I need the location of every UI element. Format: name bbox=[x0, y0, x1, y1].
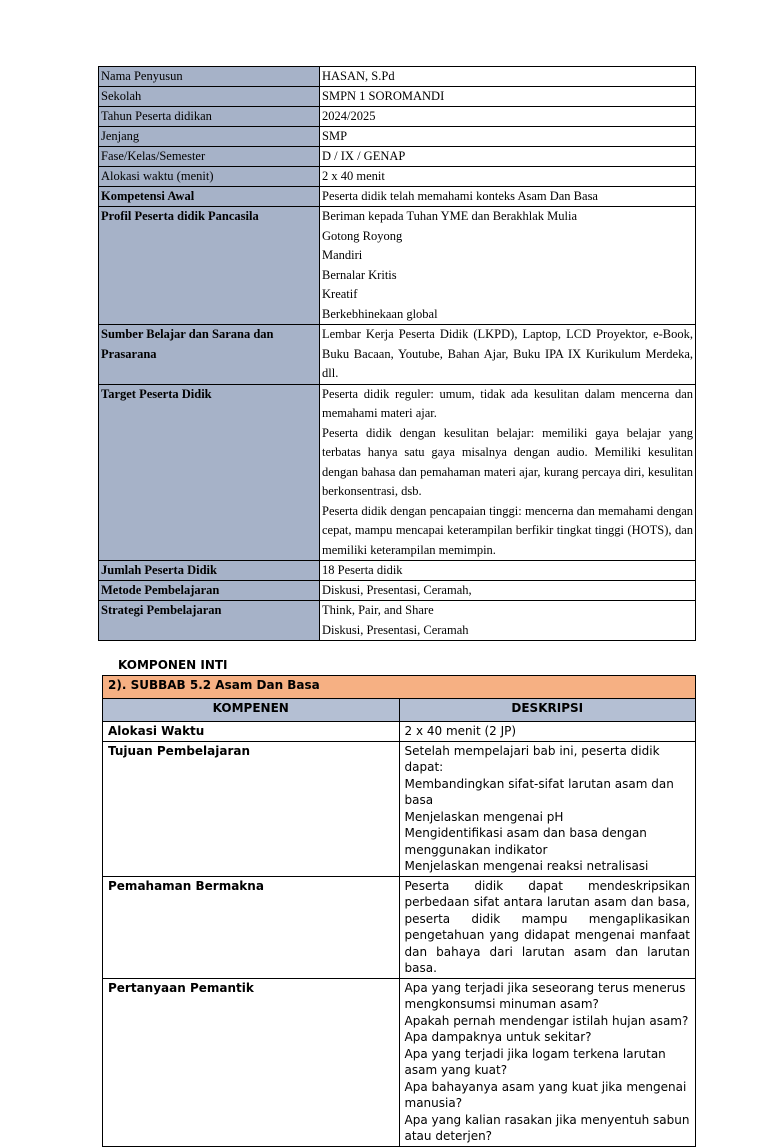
list-item: Think, Pair, and Share bbox=[322, 603, 434, 617]
row-label: Alokasi waktu (menit) bbox=[99, 167, 320, 187]
row-label: Pemahaman Bermakna bbox=[103, 876, 400, 978]
row-label: Target Peserta Didik bbox=[99, 384, 320, 561]
list-item: Mandiri bbox=[322, 248, 363, 262]
row-label: Pertanyaan Pemantik bbox=[103, 978, 400, 1146]
subbab-title: 2). SUBBAB 5.2 Asam Dan Basa bbox=[103, 676, 696, 699]
metode-row bbox=[99, 581, 696, 601]
row-value: 2 x 40 menit (2 JP) bbox=[399, 722, 696, 742]
sumber-row bbox=[99, 325, 696, 385]
table-row bbox=[99, 87, 696, 107]
row-label: Fase/Kelas/Semester bbox=[99, 147, 320, 167]
table-row bbox=[99, 127, 696, 147]
list-item: Membandingkan sifat-sifat larutan asam dan basa bbox=[404, 776, 674, 807]
target-row bbox=[99, 384, 696, 561]
list-item: Apa bahayanya asam yang kuat jika mengenai manusia? bbox=[404, 1079, 687, 1110]
list-item: Gotong Royong bbox=[322, 228, 403, 243]
row-label: Strategi Pembelajaran bbox=[99, 601, 320, 641]
row-value: Peserta didik telah memahami konteks Asam Dan Basa bbox=[320, 187, 696, 207]
row-value: 2024/2025 bbox=[320, 107, 696, 127]
paragraph: Peserta didik reguler: umum, tidak ada kesulitan dalam mencerna dan memahami materi ajar. bbox=[322, 386, 693, 420]
strategi-row bbox=[99, 601, 696, 641]
header-row bbox=[103, 699, 696, 722]
pertanyaan-row bbox=[103, 978, 696, 1146]
paragraph: Peserta didik dengan kesulitan belajar: memiliki gaya belajar yang terbatas hanya satu gaya misalnya dengan audio. Memiliki kesulitan dengan bahasa dan pemahaman materi ajar, kurang percaya diri, kesulitan berkonsentrasi, dsb. bbox=[322, 425, 693, 498]
row-label: Metode Pembelajaran bbox=[99, 581, 320, 601]
column-header-komponen: KOMPENEN bbox=[103, 699, 400, 722]
row-value: Lembar Kerja Peserta Didik (LKPD), Laptop, LCD Proyektor, e-Book, Buku Bacaan, Youtube, Bahan Ajar, Buku IPA IX Kurikulum Merdeka, dll. bbox=[320, 325, 696, 385]
pertanyaan-list bbox=[399, 978, 696, 1146]
row-label: Tahun Peserta didikan bbox=[99, 107, 320, 127]
list-item: Diskusi, Presentasi, Ceramah bbox=[322, 622, 469, 637]
target-paragraphs bbox=[320, 384, 696, 561]
list-item: Berkebhinekaan global bbox=[322, 306, 438, 321]
list-item: Apa yang terjadi jika seseorang terus menerus mengkonsumsi minuman asam? bbox=[404, 980, 686, 1011]
pemahaman-row bbox=[103, 876, 696, 978]
row-label: Kompetensi Awal bbox=[99, 187, 320, 207]
table-row bbox=[99, 147, 696, 167]
subbab-title-row bbox=[103, 676, 696, 699]
row-value: D / IX / GENAP bbox=[320, 147, 696, 167]
paragraph: Peserta didik dengan pencapaian tinggi: mencerna dan memahami dengan cepat, mampu mencapai keterampilan berfikir tingkat tinggi (HOTS), dan memiliki keterampilan memimpin. bbox=[322, 503, 693, 557]
table-row bbox=[99, 167, 696, 187]
list-item: Menjelaskan mengenai pH bbox=[404, 809, 564, 824]
row-value: 2 x 40 menit bbox=[320, 167, 696, 187]
list-item: Bernalar Kritis bbox=[322, 267, 397, 282]
tujuan-row bbox=[103, 741, 696, 876]
alokasi-row bbox=[103, 722, 696, 742]
strategi-list bbox=[320, 601, 696, 641]
row-label: Tujuan Pembelajaran bbox=[103, 741, 400, 876]
list-item: Apa yang kalian rasakan jika menyentuh sabun atau deterjen? bbox=[404, 1112, 690, 1143]
row-label: Profil Peserta didik Pancasila bbox=[99, 207, 320, 325]
row-label: Nama Penyusun bbox=[99, 67, 320, 87]
profil-list bbox=[320, 207, 696, 325]
list-item: Kreatif bbox=[322, 287, 358, 301]
row-label: Alokasi Waktu bbox=[103, 722, 400, 742]
list-item: Menjelaskan mengenai reaksi netralisasi bbox=[404, 859, 649, 873]
list-item: Mengidentifikasi asam dan basa dengan menggunakan indikator bbox=[404, 826, 647, 857]
info-table bbox=[98, 66, 696, 641]
komponen-inti-table bbox=[102, 675, 696, 1147]
table-row bbox=[99, 107, 696, 127]
list-item: Beriman kepada Tuhan YME dan Berakhlak Mulia bbox=[322, 209, 578, 223]
table-row bbox=[99, 67, 696, 87]
row-label: Sekolah bbox=[99, 87, 320, 107]
row-label: Sumber Belajar dan Sarana dan Prasarana bbox=[99, 325, 320, 385]
intro-text: Setelah mempelajari bab ini, peserta didik dapat: bbox=[404, 743, 660, 774]
komponen-inti-heading: KOMPONEN INTI bbox=[118, 658, 228, 672]
column-header-deskripsi: DESKRIPSI bbox=[399, 699, 696, 722]
row-value: Diskusi, Presentasi, Ceramah, bbox=[320, 581, 696, 601]
profil-row bbox=[99, 207, 696, 325]
row-value: 18 Peserta didik bbox=[320, 561, 696, 581]
row-value: Peserta didik dapat mendeskripsikan perbedaan sifat antara larutan asam dan basa, peserta didik mampu mengaplikasikan pengetahuan yang didapat mengenai manfaat dan bahaya dari larutan asam dan larutan basa. bbox=[399, 876, 696, 978]
kompetensi-awal-row bbox=[99, 187, 696, 207]
row-value: SMP bbox=[320, 127, 696, 147]
row-value: SMPN 1 SOROMANDI bbox=[320, 87, 696, 107]
row-label: Jenjang bbox=[99, 127, 320, 147]
list-item: Apa yang terjadi jika logam terkena larutan asam yang kuat? bbox=[404, 1046, 666, 1077]
list-item: Apakah pernah mendengar istilah hujan asam? Apa dampaknya untuk sekitar? bbox=[404, 1013, 689, 1044]
jumlah-row bbox=[99, 561, 696, 581]
row-value: HASAN, S.Pd bbox=[320, 67, 696, 87]
row-label: Jumlah Peserta Didik bbox=[99, 561, 320, 581]
tujuan-list bbox=[399, 741, 696, 876]
